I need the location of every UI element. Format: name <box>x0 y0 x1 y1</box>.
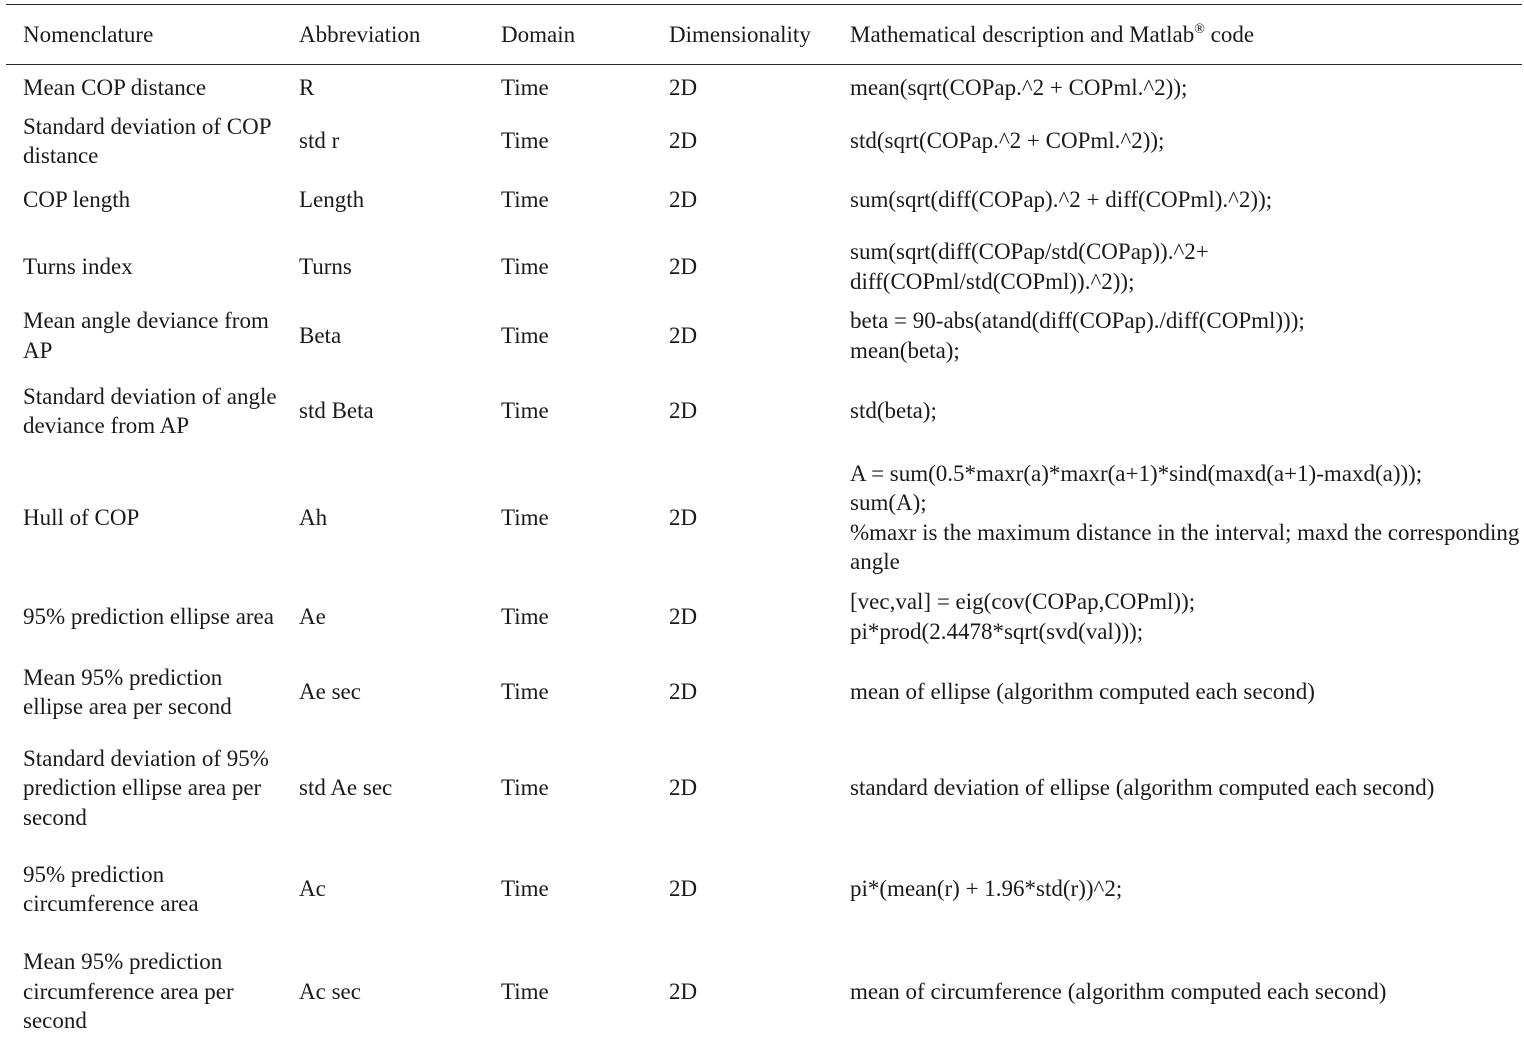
table-row <box>6 172 1522 229</box>
header-abbreviation: Abbreviation <box>299 21 421 47</box>
cell-nomenclature: COP length <box>23 187 131 213</box>
cell-dimensionality: 2D <box>669 75 698 100</box>
cell-math-description <box>842 731 1522 846</box>
math-line: pi*(mean(r) + 1.96*std(r))^2; <box>850 876 1123 902</box>
cop-parameters-table <box>6 4 1522 1051</box>
math-line: sum(sqrt(diff(COPap).^2 + diff(COPml).^2)); <box>850 187 1273 213</box>
header-nomenclature: Nomenclature <box>23 21 154 47</box>
cell-nomenclature: Mean 95% prediction circumference area per second <box>23 949 234 1034</box>
cell-dimensionality: 2D <box>669 603 698 629</box>
header-dimensionality: Dimensionality <box>669 21 811 47</box>
math-line: [vec,val] = eig(cov(COPap,COPml)); <box>850 589 1196 614</box>
table-row <box>6 305 1522 367</box>
cell-dimensionality: 2D <box>669 398 698 424</box>
cell-domain: Time <box>501 253 549 279</box>
cell-domain: Time <box>501 978 549 1004</box>
cell-nomenclature: Turns index <box>23 253 133 279</box>
cell-nomenclature: Standard deviation of 95% prediction ellipse area per second <box>23 745 269 830</box>
cell-abbreviation: Ac sec <box>299 978 361 1004</box>
cell-abbreviation: Beta <box>299 322 342 348</box>
header-domain: Domain <box>501 21 576 47</box>
cell-dimensionality: 2D <box>669 978 698 1004</box>
cell-abbreviation: Ae <box>299 603 326 629</box>
cell-math-description <box>842 111 1522 172</box>
table-body <box>6 65 1522 1051</box>
cell-math-description <box>842 580 1522 654</box>
cell-dimensionality: 2D <box>669 253 698 279</box>
cell-nomenclature: Mean angle deviance from AP <box>23 308 269 363</box>
cell-abbreviation: Ac <box>299 876 326 902</box>
table-row <box>6 111 1522 172</box>
math-line: mean(beta); <box>850 337 960 363</box>
table-row <box>6 229 1522 305</box>
cell-dimensionality: 2D <box>669 128 698 154</box>
math-line: std(sqrt(COPap.^2 + COPml.^2)); <box>850 128 1165 154</box>
cell-domain: Time <box>501 603 549 629</box>
cell-math-description <box>842 456 1522 580</box>
cell-nomenclature: Hull of COP <box>23 504 140 530</box>
cell-math-description <box>842 654 1522 731</box>
math-line: A = sum(0.5*maxr(a)*maxr(a+1)*sind(maxd(a+1)-maxd(a))); <box>850 460 1423 486</box>
cell-nomenclature: Standard deviation of COP distance <box>23 113 271 168</box>
math-line: %maxr is the maximum distance in the interval; maxd the corresponding angle <box>850 519 1520 574</box>
cell-dimensionality: 2D <box>669 679 698 705</box>
header-math-suffix: code <box>1204 21 1255 47</box>
registered-mark: ® <box>1194 21 1205 37</box>
cell-domain: Time <box>501 775 549 801</box>
cell-dimensionality: 2D <box>669 876 698 902</box>
math-line: standard deviation of ellipse (algorithm computed each second) <box>850 775 1435 801</box>
cell-abbreviation: R <box>299 75 315 100</box>
table-row <box>6 654 1522 731</box>
table-header <box>6 5 1522 65</box>
cell-abbreviation: std Beta <box>299 398 374 424</box>
cell-dimensionality: 2D <box>669 322 698 348</box>
cell-nomenclature: 95% prediction ellipse area <box>23 603 274 629</box>
cell-math-description <box>842 367 1522 456</box>
math-line: mean of ellipse (algorithm computed each second) <box>850 679 1315 705</box>
cell-domain: Time <box>501 322 549 348</box>
cell-abbreviation: Ah <box>299 504 328 530</box>
table-row <box>6 580 1522 654</box>
header-math-text: Mathematical description and Matlab <box>850 21 1195 47</box>
cell-math-description <box>842 229 1522 305</box>
cell-abbreviation: Ae sec <box>299 679 361 705</box>
cell-math-description <box>842 65 1522 111</box>
cell-domain: Time <box>501 398 549 424</box>
cell-abbreviation: Turns <box>299 253 352 279</box>
table-row <box>6 846 1522 933</box>
cell-math-description <box>842 172 1522 229</box>
cell-abbreviation: Length <box>299 187 365 213</box>
math-line: mean(sqrt(COPap.^2 + COPml.^2)); <box>850 75 1188 100</box>
cell-nomenclature: Standard deviation of angle deviance from AP <box>23 383 277 438</box>
math-line: beta = 90-abs(atand(diff(COPap)./diff(COPml))); <box>850 308 1305 333</box>
cell-nomenclature: Mean 95% prediction ellipse area per second <box>23 664 232 719</box>
cell-abbreviation: std Ae sec <box>299 775 393 801</box>
cell-nomenclature: Mean COP distance <box>23 75 207 100</box>
math-line: sum(sqrt(diff(COPap/std(COPap)).^2+ <box>850 239 1209 264</box>
header-math-description <box>842 5 1522 65</box>
cell-dimensionality: 2D <box>669 504 698 530</box>
cell-abbreviation: std r <box>299 128 340 154</box>
cell-dimensionality: 2D <box>669 775 698 801</box>
math-line: std(beta); <box>850 398 937 424</box>
cell-domain: Time <box>501 187 549 213</box>
cell-nomenclature: 95% prediction circumference area <box>23 861 199 916</box>
header-row <box>6 5 1522 65</box>
cell-math-description <box>842 305 1522 367</box>
cell-math-description <box>842 933 1522 1051</box>
table-row <box>6 933 1522 1051</box>
cell-domain: Time <box>501 75 549 100</box>
cell-domain: Time <box>501 679 549 705</box>
table-row <box>6 456 1522 580</box>
cell-domain: Time <box>501 504 549 530</box>
cell-domain: Time <box>501 128 549 154</box>
math-line: mean of circumference (algorithm computed each second) <box>850 978 1387 1004</box>
table-row <box>6 367 1522 456</box>
math-line: sum(A); <box>850 490 927 515</box>
table-row <box>6 731 1522 846</box>
cell-dimensionality: 2D <box>669 187 698 213</box>
cell-math-description <box>842 846 1522 933</box>
math-line: diff(COPml/std(COPml)).^2)); <box>850 268 1135 294</box>
math-line: pi*prod(2.4478*sqrt(svd(val))); <box>850 618 1144 644</box>
cell-domain: Time <box>501 876 549 902</box>
table-row <box>6 65 1522 111</box>
